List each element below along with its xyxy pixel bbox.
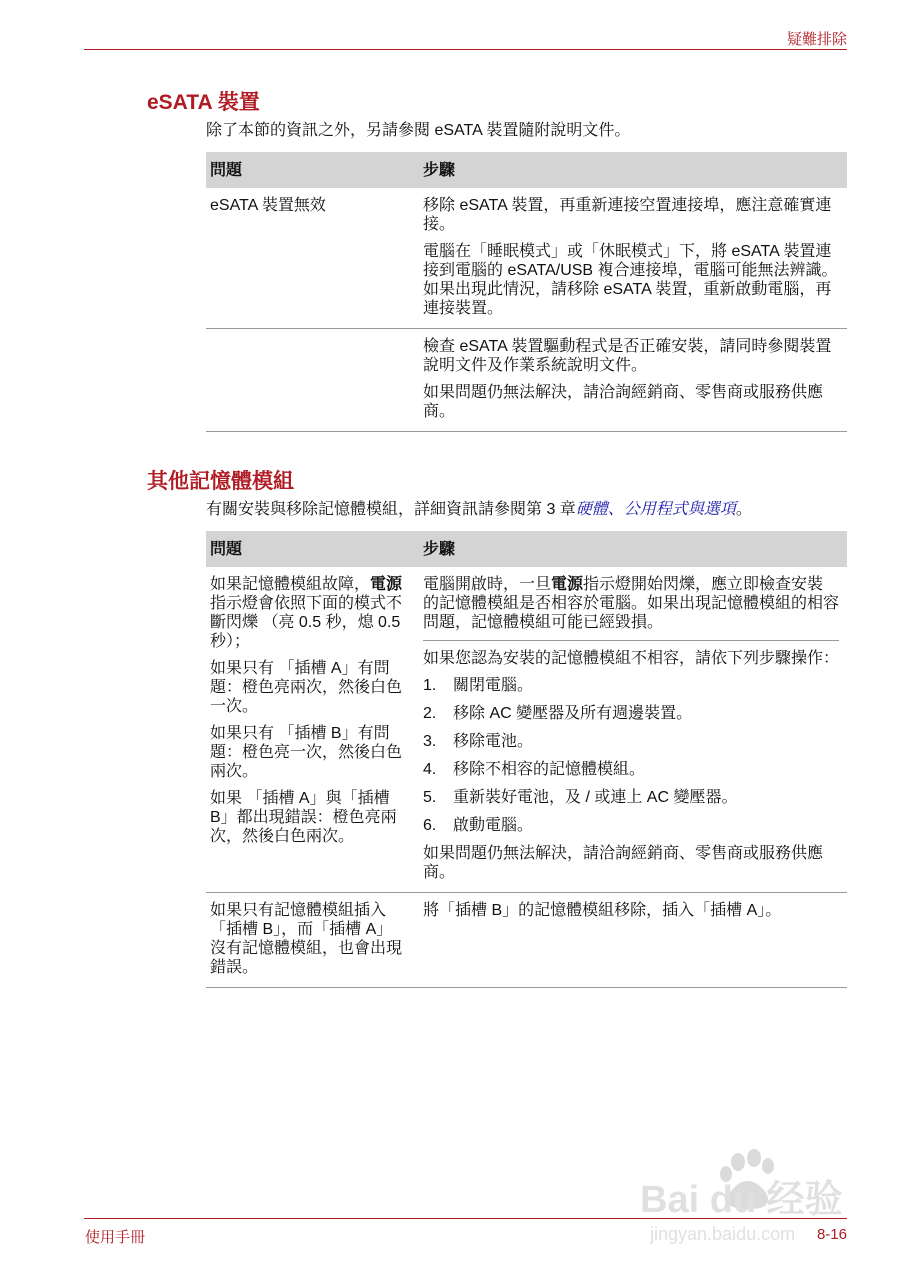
step-label: 關閉電腦。 xyxy=(453,677,534,694)
step-list xyxy=(423,676,839,835)
list-item xyxy=(423,704,839,723)
table-row xyxy=(206,329,847,432)
step-number: 5. xyxy=(423,789,437,806)
steps-block xyxy=(423,641,839,892)
step-label: 移除 AC 變壓器及所有週邊裝置。 xyxy=(453,705,693,722)
step-text-part: 電腦開啟時，一旦 xyxy=(423,576,552,593)
problem-cell xyxy=(206,329,413,432)
list-item xyxy=(423,816,839,835)
steps-cell xyxy=(413,329,847,432)
memory-table xyxy=(206,531,847,988)
list-item xyxy=(423,676,839,695)
steps-cell: 將「插槽 B」的記憶體模組移除，插入「插槽 A」。 xyxy=(413,893,847,988)
problem-cell xyxy=(206,567,413,893)
col-steps-header: 步驟 xyxy=(413,152,847,188)
problem-text: 如果 「插槽 A」與「插槽 B」都出現錯誤：橙色亮兩次，然後白色兩次。 xyxy=(210,790,397,845)
step-text: 檢查 eSATA 裝置驅動程式是否正確安裝，請同時參閱裝置說明文件及作業系統說明文件。 xyxy=(423,338,832,374)
esata-table xyxy=(206,152,847,432)
steps-cell xyxy=(413,567,847,893)
esata-heading: eSATA 裝置 xyxy=(147,91,260,114)
list-item xyxy=(423,760,839,779)
header-rule xyxy=(84,49,847,50)
header-section-title: 疑難排除 xyxy=(786,31,847,48)
problem-text-part: 如果記憶體模組故障， xyxy=(210,576,371,593)
table-row xyxy=(206,893,847,988)
step-number: 4. xyxy=(423,761,437,778)
step-text: 電腦在「睡眠模式」或「休眠模式」下，將 eSATA 裝置連接到電腦的 eSATA/USB 複合連接埠，電腦可能無法辨識。如果出現此情況，請移除 eSATA 裝置，重新啟動電腦，再連接裝置。 xyxy=(423,243,838,317)
step-number: 2. xyxy=(423,705,437,722)
memory-heading: 其他記憶體模組 xyxy=(147,470,294,493)
table-header-row xyxy=(206,531,847,567)
col-problem-header: 問題 xyxy=(206,152,413,188)
footer-rule xyxy=(84,1218,847,1219)
step-outro: 如果問題仍無法解決，請洽詢經銷商、零售商或服務供應商。 xyxy=(423,845,824,881)
step-intro: 如果您認為安裝的記憶體模組不相容，請依下列步驟操作： xyxy=(423,650,840,667)
step-label: 移除電池。 xyxy=(453,733,534,750)
problem-text xyxy=(210,575,405,651)
col-steps-header: 步驟 xyxy=(413,531,847,567)
footer-manual-title: 使用手冊 xyxy=(85,1229,146,1246)
table-row xyxy=(206,188,847,329)
power-label: 電源 xyxy=(551,576,584,593)
memory-intro-text: 有關安裝與移除記憶體模組，詳細資訊請參閱第 3 章 xyxy=(206,501,576,518)
step-label: 移除不相容的記憶體模組。 xyxy=(453,761,646,778)
step-text: 移除 eSATA 裝置，再重新連接空置連接埠，應注意確實連接。 xyxy=(423,197,832,233)
chapter-link[interactable]: 硬體、公用程式與選項 xyxy=(575,501,736,518)
step-text: 如果問題仍無法解決，請洽詢經銷商、零售商或服務供應商。 xyxy=(423,384,824,420)
step-label: 重新裝好電池，及 / 或連上 AC 變壓器。 xyxy=(453,789,738,806)
memory-intro xyxy=(206,500,752,520)
list-item xyxy=(423,732,839,751)
steps-block xyxy=(423,567,839,641)
col-problem-header: 問題 xyxy=(206,531,413,567)
step-number: 1. xyxy=(423,677,437,694)
watermark-brand: Bai du 经验 xyxy=(640,1179,843,1221)
problem-text-part: 指示燈會依照下面的模式不斷閃爍 （亮 0.5 秒，熄 0.5 秒）； xyxy=(210,595,403,650)
page-number: 8-16 xyxy=(816,1226,847,1243)
watermark-url: jingyan.baidu.com xyxy=(650,1224,796,1244)
memory-intro-end: 。 xyxy=(735,501,752,518)
table-row xyxy=(206,567,847,893)
esata-intro: 除了本節的資訊之外，另請參閱 eSATA 裝置隨附說明文件。 xyxy=(206,122,631,139)
problem-cell: eSATA 裝置無效 xyxy=(206,188,413,329)
step-text-part: 指示燈開始閃爍，應立即檢查安裝的記憶體模組是否相容於電腦。如果出現記憶體模組的相容問題，記憶體模組可能已經毀損。 xyxy=(423,576,840,631)
problem-cell: 如果只有記憶體模組插入 「插槽 B」，而「插槽 A」沒有記憶體模組，也會出現錯誤。 xyxy=(206,893,413,988)
step-number: 6. xyxy=(423,817,437,834)
step-number: 3. xyxy=(423,733,437,750)
problem-text: 如果只有 「插槽 A」有問題：橙色亮兩次，然後白色一次。 xyxy=(210,660,403,715)
list-item xyxy=(423,788,839,807)
power-label: 電源 xyxy=(370,576,403,593)
step-label: 啟動電腦。 xyxy=(453,817,534,834)
problem-text: 如果只有 「插槽 B」有問題：橙色亮一次，然後白色兩次。 xyxy=(210,725,403,780)
steps-cell xyxy=(413,188,847,329)
table-header-row xyxy=(206,152,847,188)
